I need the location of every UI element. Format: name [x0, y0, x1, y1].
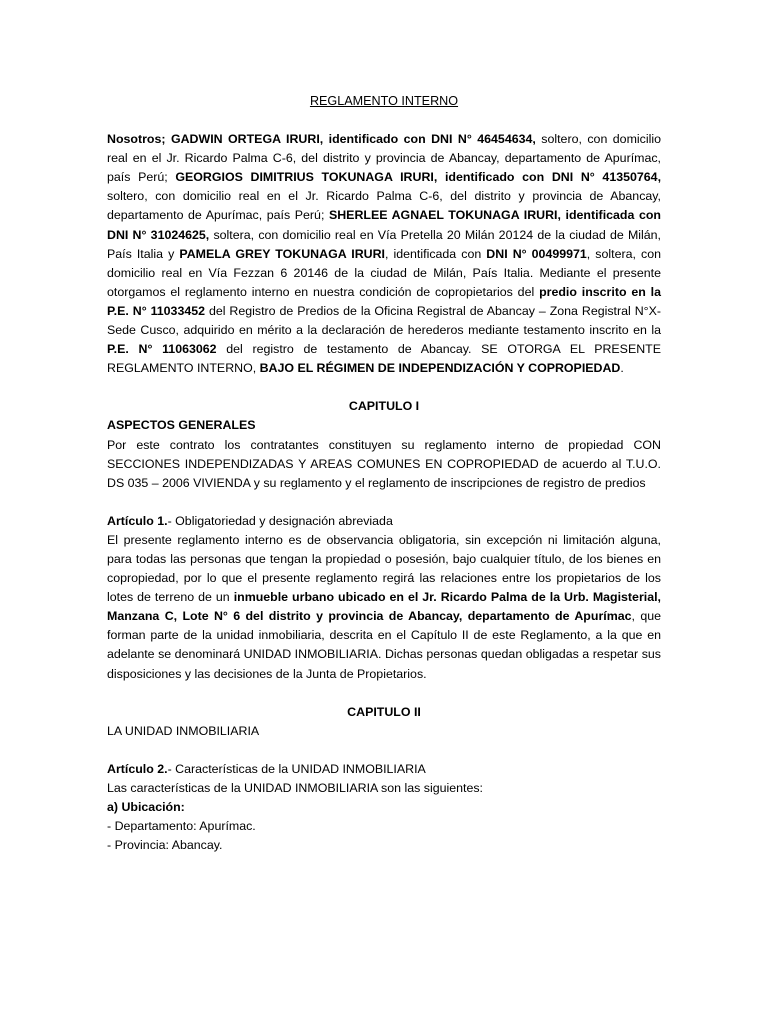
chapter-1-heading: ASPECTOS GENERALES — [107, 418, 256, 433]
article-2-header — [107, 760, 661, 779]
intro-party-4: PAMELA GREY TOKUNAGA IRURI — [179, 246, 385, 261]
document-title: REGLAMENTO INTERNO — [309, 94, 459, 108]
chapter-1-text: Por este contrato los contratantes constituyen su reglamento interno de propiedad CON SECCIONES INDEPENDIZADAS Y AREAS COMUNES EN COPROPIEDAD de acuerdo al T.U.O. DS 035 – 2006 VIVIENDA y su reglamento y el reglamento de inscripciones de registro de predios — [107, 437, 661, 490]
intro-paragraph: Nosotros; GADWIN ORTEGA IRURI, identificado con DNI N° 46454634, soltero, con domicilio real en el Jr. Ricardo Palma C-6, del distrito y provincia de Abancay, departamento de Apurímac, país Perú; GEORGIOS DIMITRIUS TOKUNAGA IRURI, identificado con DNI N° 41350764, soltero, con domicilio real en el Jr. Ricardo Palma C-6, del distrito y provincia de Abancay, departamento de Apurímac, país Perú; SHERLEE AGNAEL TOKUNAGA IRURI, identificada con DNI N° 31024625, soltera, con domicilio real en Vía Pretella 20 Milán 20124 de la ciudad de Milán, País Italia y PAMELA GREY TOKUNAGA IRURI, identificada con DNI N° 00499971, soltera, con domicilio real en Vía Fezzan 6 20146 de la ciudad de Milán, País Italia. Mediante el presente otorgamos el reglamento interno en nuestra condición de copropietarios del predio inscrito en la P.E. N° 11033452 del Registro de Predios de la Oficina Registral de Abancay – Zona Registral N°X-Sede Cusco, adquirido en mérito a la declaración de herederos mediante testamento inscrito en la P.E. N° 11063062 del registro de testamento de Abancay. SE OTORGA EL PRESENTE REGLAMENTO INTERNO, BAJO EL RÉGIMEN DE INDEPENDIZACIÓN Y COPROPIEDAD. — [107, 132, 662, 376]
intro-party-2: GEORGIOS DIMITRIUS TOKUNAGA IRURI, identificado con DNI N° 41350764, — [175, 170, 662, 185]
article-2-label: Artículo 2. — [107, 761, 168, 776]
chapter-2-title: CAPITULO II — [347, 704, 421, 719]
document-body — [107, 92, 661, 855]
article-1-label: Artículo 1. — [107, 513, 168, 528]
intro-party-1: Nosotros; GADWIN ORTEGA IRURI, identificado con DNI N° 46454634, — [107, 132, 536, 147]
article-1-header — [107, 512, 661, 531]
list-item: - Departamento: Apurímac. — [107, 819, 256, 834]
intro-party-3: SHERLEE AGNAEL TOKUNAGA IRURI, identificada con DNI N° 31024625, — [107, 208, 661, 242]
list-item: - Provincia: Abancay. — [107, 838, 223, 853]
chapter-1-title: CAPITULO I — [348, 399, 420, 414]
article-1-text: El presente reglamento interno es de observancia obligatoria, sin excepción ni limitación alguna, para todas las personas que tengan la propiedad o posesión, bajo cualquier título, de los bienes en copropiedad, por lo que el presente reglamento regirá las relaciones entre los propietarios de los lotes de terreno de un inmueble urbano ubicado en el Jr. Ricardo Palma de la Urb. Magisterial, Manzana C, Lote N° 6 del distrito y provincia de Abancay, departamento de Apurímac, que forman parte de la unidad inmobiliaria, descrita en el Capítulo II de este Reglamento, a la que en adelante se denominará UNIDAD INMOBILIARIA. Dichas personas quedan obligadas a respetar sus disposiciones y las decisiones de la Junta de Propietarios. — [107, 532, 661, 681]
chapter-2-subtitle: LA UNIDAD INMOBILIARIA — [107, 723, 260, 738]
article-2-text: Las características de la UNIDAD INMOBILIARIA son las siguientes: — [107, 780, 483, 795]
article-2-sub-a: a) Ubicación: — [107, 800, 185, 814]
article-2-title: - Características de la UNIDAD INMOBILIARIA — [167, 761, 426, 776]
article-1-title: - Obligatoriedad y designación abreviada — [167, 513, 393, 528]
